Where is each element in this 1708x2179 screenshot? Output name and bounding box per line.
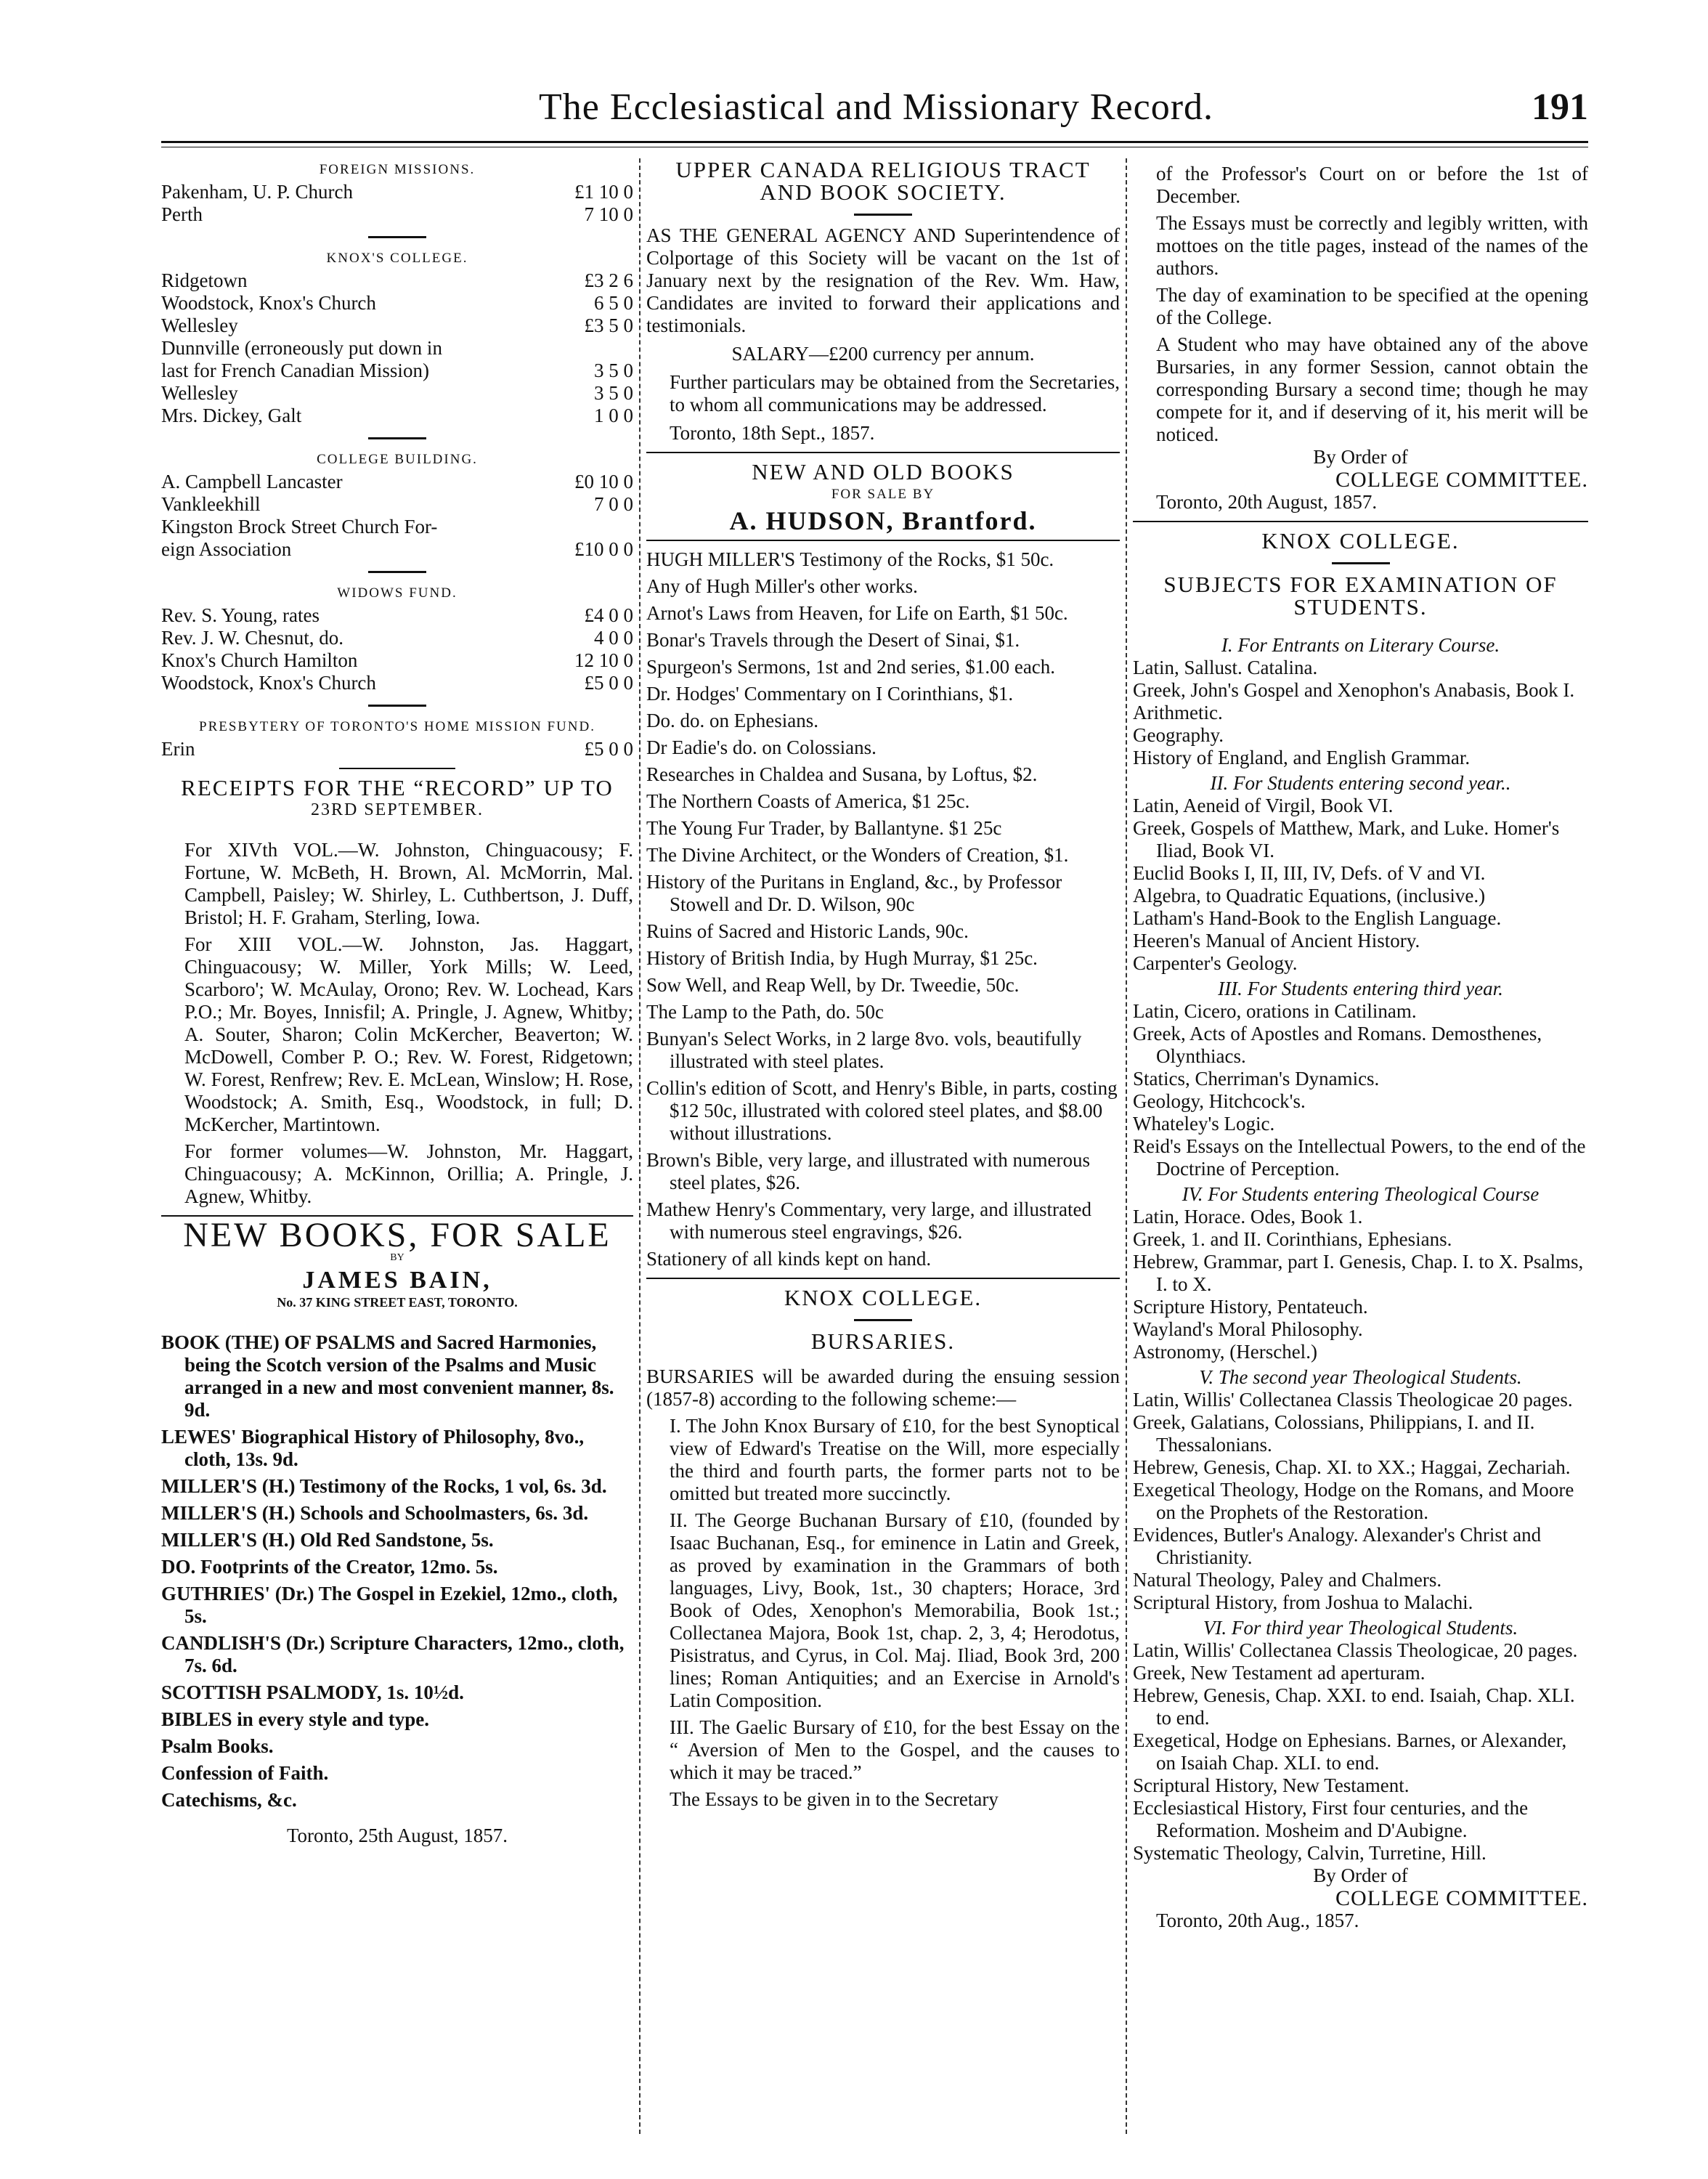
paragraph: Confession of Faith. [161,1762,329,1784]
paragraph: Researches in Chaldea and Susana, by Loftus, $2. [646,763,1038,785]
paragraph: The Young Fur Trader, by Ballantyne. $1 25c [646,817,1002,839]
ledger-row [161,604,633,627]
receipts-heading: RECEIPTS FOR THE “RECORD” UP TO [181,775,614,800]
exam-line: Ecclesiastical History, First four centuries, and the Reformation. Mosheim and D'Aubigne. [1133,1797,1529,1841]
exam-line: Algebra, to Quadratic Equations, (inclusive.) [1133,885,1486,906]
ledger-amount: £5 0 0 [584,738,633,760]
exam-section-heading: IV. For Students entering Theological Course [1182,1183,1540,1205]
divider [646,452,1120,453]
ledger-label: Wellesley [161,382,238,404]
tract-heading-2: AND BOOK SOCIETY. [760,179,1006,205]
paragraph: SCOTTISH PSALMODY, 1s. 10½d. [161,1681,464,1703]
tract-body: AS THE GENERAL AGENCY AND Superintendence of Colportage of this Society will be vacant on the 1st of January next by the resignation of the Rev. Wm. Haw, Candidates are invited to forward their applications and testimonials. [646,224,1120,336]
ledger-amount: £10 0 0 [574,538,633,560]
paragraph: Stationery of all kinds kept on hand. [646,1248,932,1270]
paragraph: The Northern Coasts of America, $1 25c. [646,790,970,812]
exam-section-heading: VI. For third year Theological Students. [1203,1617,1518,1639]
ledger-amount: 4 0 0 [594,627,633,649]
paragraph: I. The John Knox Bursary of £10, for the best Synoptical view of Edward's Treatise on the Will, more especially the third and fourth parts, the former parts not to be omitted but treated more succinctly. [670,1415,1120,1504]
new-books-list [161,1331,633,1811]
column-divider [639,158,640,2134]
old-books-list [646,548,1120,1270]
old-books-heading: NEW AND OLD BOOKS [752,459,1014,484]
exam-line: Latin, Willis' Collectanea Classis Theologicae 20 pages. [1133,1389,1573,1411]
divider [854,214,912,216]
divider [646,1278,1120,1279]
paragraph: The Essays to be given in to the Secretary [670,1788,999,1810]
bursaries-paragraphs [646,1415,1120,1811]
ledger-label: Rev. J. W. Chesnut, do. [161,627,344,649]
paragraph: Dr. Hodges' Commentary on I Corinthians, $1. [646,683,1014,705]
paragraph: The Lamp to the Path, do. 50c [646,1001,884,1023]
ledger-row [161,471,633,493]
tract-further: Further particulars may be obtained from the Secretaries, to whom all communications may be addressed. [670,371,1120,415]
paragraph: Arnot's Laws from Heaven, for Life on Earth, $1 50c. [646,602,1068,624]
column-1 [161,158,633,1847]
paragraph: History of the Puritans in England, &c., by Professor Stowell and Dr. D. Wilson, 90c [646,871,1062,915]
knox-heading: KNOX COLLEGE. [1261,528,1460,553]
ledger-label: Woodstock, Knox's Church [161,672,376,694]
exam-line: Greek, 1. and II. Corinthians, Ephesians. [1133,1228,1452,1250]
bursaries-intro: BURSARIES will be awarded during the ensuing session (1857-8) according to the following scheme:— [646,1366,1120,1410]
ledger-label: Rev. S. Young, rates [161,604,320,626]
ledger-row [161,627,633,649]
exam-line: Heeren's Manual of Ancient History. [1133,930,1420,951]
section-heading: WIDOWS FUND. [337,585,458,601]
ledger-amount: 3 5 0 [594,360,633,381]
ledger-row [161,493,633,516]
exam-line: Geology, Hitchcock's. [1133,1090,1306,1112]
exam-section-heading: V. The second year Theological Students. [1199,1366,1522,1388]
exam-line: Scripture History, Pentateuch. [1133,1296,1368,1318]
section-heading: KNOX'S COLLEGE. [326,251,468,266]
column-divider [1126,158,1127,2134]
ledger-label: Pakenham, U. P. Church [161,181,353,203]
ledger-amount: £3 2 6 [584,269,633,291]
divider [368,236,426,238]
exam-line: Latin, Willis' Collectanea Classis Theologicae, 20 pages. [1133,1639,1578,1661]
ledger-label: Erin [161,738,195,760]
ledger-label: Ridgetown [161,269,248,291]
knox-college-list [161,269,633,427]
paragraph: Any of Hugh Miller's other works. [646,575,918,597]
paragraph: II. The George Buchanan Bursary of £10, (founded by Isaac Buchanan, Esq., for eminence in Latin and Greek, as proved by examination in the Grammars of both languages, Livy, Book, 1st., 30 chapters; Horace, 3rd Book of Odes, Xenophon's Memorabilia, Book 1st.; Collectanea Majora, Book 1st, chap. 2, 3, 4; Herodotus, Pisistratus, and Cyrus, in Col. Maj. Iliad, Book 3rd, 200 lines; Roman Antiquities; and an Exercise in Arnold's Latin Composition. [670,1509,1120,1711]
tract-salary: SALARY—£200 currency per annum. [731,343,1035,365]
exam-line: Arithmetic. [1133,702,1223,723]
ledger-label: Wellesley [161,315,238,336]
ledger-row [161,738,633,760]
paragraph: of the Professor's Court on or before the 1st of December. [1156,163,1588,207]
divider [1133,521,1588,522]
exam-line: Greek, Acts of Apostles and Romans. Demosthenes, Olynthiacs. [1133,1023,1542,1067]
bursaries-continued [1133,163,1588,446]
divider [1332,562,1390,564]
exam-line: Hebrew, Genesis, Chap. XI. to XX.; Haggai, Zechariah. [1133,1456,1571,1478]
ledger-amount: 3 5 0 [594,382,633,404]
ledger-amount: 12 10 0 [574,649,633,671]
paragraph: MILLER'S (H.) Testimony of the Rocks, 1 vol, 6s. 3d. [161,1475,607,1497]
exam-line: Latham's Hand-Book to the English Language. [1133,907,1502,929]
exam-line: History of England, and English Grammar. [1133,747,1471,768]
exam-line: Whateley's Logic. [1133,1113,1275,1135]
ledger-amount [539,337,633,360]
divider [368,437,426,439]
divider [368,571,426,573]
exam-line: Scriptural History, New Testament. [1133,1774,1410,1796]
notice-date: Toronto, 20th August, 1857. [1156,491,1378,513]
exam-line: Latin, Aeneid of Virgil, Book VI. [1133,795,1394,816]
divider [368,705,426,707]
paragraph: LEWES' Biographical History of Philosophy, 8vo., cloth, 13s. 9d. [161,1426,585,1470]
ledger-row [161,181,633,203]
exam-line: Exegetical Theology, Hodge on the Romans, and Moore on the Prophets of the Restoration. [1133,1479,1574,1523]
paragraph: III. The Gaelic Bursary of £10, for the best Essay on the “ Aversion of Men to the Gospel, and the causes to which it may be traced.” [670,1716,1120,1783]
ledger-row [161,269,633,292]
ledger-row [161,538,633,561]
ledger-row [161,292,633,315]
exam-line: Wayland's Moral Philosophy. [1133,1318,1363,1340]
paragraph: A Student who may have obtained any of the above Bursaries, in any former Session, cannot obtain the corresponding Bursary a second time; though he may compete for it, and if deserving of it, his merit will be noticed. [1156,333,1588,445]
column-2 [646,158,1120,1811]
ledger-amount [539,516,633,538]
widows-fund-list [161,604,633,694]
exam-line: Reid's Essays on the Intellectual Powers, to the end of the Doctrine of Perception. [1133,1135,1586,1180]
exam-section-heading: I. For Entrants on Literary Course. [1221,634,1500,656]
paragraph: CANDLISH'S (Dr.) Scripture Characters, 12mo., cloth, 7s. 6d. [161,1632,625,1676]
paragraph: Bunyan's Select Works, in 2 large 8vo. vols, beautifully illustrated with steel plates. [646,1028,1082,1072]
paragraph: For XIVth VOL.—W. Johnston, Chinguacousy; F. Fortune, W. McBeth, H. Brown, Al. McMorrin, Mal. Campbell, Paisley; W. Shirley, L. Cuthbertson, J. Duff, Bristol; H. F. Graham, Sterling, Iowa. [184,839,633,928]
paragraph: GUTHRIES' (Dr.) The Gospel in Ezekiel, 12mo., cloth, 5s. [161,1583,618,1627]
exam-line: Latin, Horace. Odes, Book 1. [1133,1206,1363,1228]
paragraph: The Essays must be correctly and legibly written, with mottoes on the title pages, instead of the names of the authors. [1156,212,1588,279]
ledger-row [161,649,633,672]
paragraph: Spurgeon's Sermons, 1st and 2nd series, $1.00 each. [646,656,1056,678]
paragraph: Collin's edition of Scott, and Henry's Bible, in parts, costing $12 50c, illustrated with colored steel plates, and $8.00 without illustrations. [646,1077,1118,1144]
section-heading: PRESBYTERY OF TORONTO'S HOME MISSION FUND. [199,719,595,734]
paragraph: Dr Eadie's do. on Colossians. [646,737,877,758]
exam-line: Greek, Gospels of Matthew, Mark, and Luke. Homer's Iliad, Book VI. [1133,817,1560,861]
ledger-label: Perth [161,203,203,225]
advert-date: Toronto, 25th August, 1857. [286,1825,508,1846]
exam-line: Evidences, Butler's Analogy. Alexander's Christ and Christianity. [1133,1524,1542,1568]
presbytery-list [161,738,633,760]
section-heading: COLLEGE BUILDING. [317,452,478,467]
paragraph: DO. Footprints of the Creator, 12mo. 5s. [161,1556,498,1578]
ledger-label: Dunnville (erroneously put down in [161,337,442,359]
ledger-label: Knox's Church Hamilton [161,649,358,671]
paragraph: Catechisms, &c. [161,1789,297,1811]
page-number: 191 [1532,86,1588,128]
exam-line: Natural Theology, Paley and Chalmers. [1133,1569,1442,1591]
ledger-amount: 6 5 0 [594,292,633,314]
ledger-amount: 7 10 0 [584,203,633,225]
exam-line: Carpenter's Geology. [1133,952,1298,974]
ledger-label: A. Campbell Lancaster [161,471,343,492]
ledger-amount: £4 0 0 [584,604,633,626]
committee-label: COLLEGE COMMITTEE. [1335,1886,1588,1910]
exam-line: Latin, Cicero, orations in Catilinam. [1133,1000,1417,1022]
ledger-row [161,203,633,226]
subjects-heading-2: STUDENTS. [1293,594,1428,620]
receipts-subheading: 23RD SEPTEMBER. [310,800,484,819]
receipts-paragraphs [161,839,633,1208]
exam-line: Hebrew, Genesis, Chap. XXI. to end. Isaiah, Chap. XLI. to end. [1133,1684,1575,1729]
by-order-label: By Order of [1313,1864,1408,1886]
exam-line: Statics, Cherriman's Dynamics. [1133,1068,1380,1090]
paragraph: Psalm Books. [161,1735,274,1757]
bursaries-heading: BURSARIES. [810,1328,956,1354]
ledger-row [161,315,633,337]
subjects-heading: SUBJECTS FOR EXAMINATION OF [1163,572,1558,597]
paragraph: Bonar's Travels through the Desert of Sinai, $1. [646,629,1020,651]
ledger-label: Mrs. Dickey, Galt [161,405,302,426]
ledger-amount: £0 10 0 [574,471,633,492]
exam-sections [1133,634,1588,1864]
college-building-list [161,471,633,561]
exam-line: Scriptural History, from Joshua to Malachi. [1133,1591,1473,1613]
page-title: The Ecclesiastical and Missionary Record. [539,86,1214,128]
ledger-label: last for French Canadian Mission) [161,360,429,381]
ledger-amount: 1 0 0 [594,405,633,426]
hudson-name: A. HUDSON, Brantford. [729,506,1037,535]
exam-line: Astronomy, (Herschel.) [1133,1341,1317,1363]
tract-heading: UPPER CANADA RELIGIOUS TRACT [675,157,1091,182]
committee-label: COLLEGE COMMITTEE. [1335,468,1588,492]
ledger-row [161,382,633,405]
paragraph: Mathew Henry's Commentary, very large, and illustrated with numerous steel engravings, $26. [646,1198,1091,1243]
paragraph: Sow Well, and Reap Well, by Dr. Tweedie, 50c. [646,974,1020,996]
paragraph: History of British India, by Hugh Murray, $1 25c. [646,947,1038,969]
foreign-missions-list [161,181,633,226]
paragraph: MILLER'S (H.) Old Red Sandstone, 5s. [161,1529,494,1551]
tract-date: Toronto, 18th Sept., 1857. [670,422,875,444]
seller-name: JAMES BAIN, [302,1267,492,1294]
exam-section-heading: II. For Students entering second year.. [1210,772,1511,794]
exam-line: Euclid Books I, II, III, IV, Defs. of V and VI. [1133,862,1486,884]
ledger-row [161,672,633,694]
column-3 [1133,158,1588,1932]
paragraph: MILLER'S (H.) Schools and Schoolmasters, 6s. 3d. [161,1502,589,1524]
paragraph: Ruins of Sacred and Historic Lands, 90c. [646,920,969,942]
paragraph: For XIII VOL.—W. Johnston, Jas. Haggart, Chinguacousy; W. Miller, York Mills; W. Leed, Scarboro'; W. McAulay, Orono; Rev. W. Lochead, Kars P.O.; Mr. Boyes, Innisfil; A. Pringle, J. Agnew, Whitby; A. Souter, Sharon; Colin McKercher, Beaverton; W. McDowell, Comber P. O.; Rev. W. Forest, Ridgetown; W. Forest, Renfrew; Rev. E. McLean, Winslow; H. Rose, Woodstock; A. Smith, Esq., Woodstock, in full; D. McKercher, Martintown. [184,933,633,1135]
exam-line: Latin, Sallust. Catalina. [1133,657,1318,678]
ledger-row [161,516,633,538]
paragraph: The Divine Architect, or the Wonders of Creation, $1. [646,844,1069,866]
exam-line: Systematic Theology, Calvin, Turretine, Hill. [1133,1842,1487,1864]
ledger-row [161,360,633,382]
ledger-label: Vankleekhill [161,493,261,515]
for-sale-label: FOR SALE BY [831,487,935,502]
exam-line: Greek, Galatians, Colossians, Philippians, I. and II. Thessalonians. [1133,1411,1535,1456]
ledger-amount: £1 10 0 [574,181,633,203]
paragraph: HUGH MILLER'S Testimony of the Rocks, $1 50c. [646,548,1054,570]
by-order-label: By Order of [1313,446,1408,468]
ledger-label: Kingston Brock Street Church For- [161,516,438,537]
ledger-label: eign Association [161,538,292,560]
ledger-amount: 7 0 0 [594,493,633,515]
ledger-row [161,337,633,360]
divider [339,768,455,769]
page-header [161,86,1588,137]
paragraph: For former volumes—W. Johnston, Mr. Haggart, Chinguacousy; A. McKinnon, Orillia; A. Pringle, J. Agnew, Whitby. [184,1140,633,1207]
by-label: BY [390,1252,404,1263]
ledger-amount: £5 0 0 [584,672,633,694]
paragraph: BOOK (THE) OF PSALMS and Sacred Harmonies, being the Scotch version of the Psalms and Music arranged in a new and most convenient manner, 8s. 9d. [161,1331,614,1421]
bursaries-college-heading: KNOX COLLEGE. [784,1285,983,1310]
ledger-row [161,405,633,427]
divider [646,540,1120,541]
exam-line: Greek, John's Gospel and Xenophon's Anabasis, Book I. [1133,679,1575,701]
seller-address: No. 37 KING STREET EAST, TORONTO. [277,1295,518,1310]
divider [854,1319,912,1321]
paragraph: Brown's Bible, very large, and illustrated with numerous steel plates, $26. [646,1149,1091,1193]
exam-date: Toronto, 20th Aug., 1857. [1156,1910,1359,1931]
ledger-label: Woodstock, Knox's Church [161,292,376,314]
paragraph: The day of examination to be specified at the opening of the College. [1156,284,1588,328]
exam-line: Exegetical, Hodge on Ephesians. Barnes, or Alexander, on Isaiah Chap. XLI. to end. [1133,1729,1567,1774]
new-books-heading: NEW BOOKS, FOR SALE [183,1216,611,1254]
section-heading: FOREIGN MISSIONS. [319,162,476,177]
exam-line: Geography. [1133,724,1224,746]
paragraph: Do. do. on Ephesians. [646,710,818,731]
exam-line: Hebrew, Grammar, part I. Genesis, Chap. I. to X. Psalms, I. to X. [1133,1251,1584,1295]
exam-line: Greek, New Testament ad aperturam. [1133,1662,1426,1684]
exam-section-heading: III. For Students entering third year. [1218,978,1503,999]
ledger-amount: £3 5 0 [584,315,633,336]
paragraph: BIBLES in every style and type. [161,1708,430,1730]
header-rule [161,141,1588,143]
